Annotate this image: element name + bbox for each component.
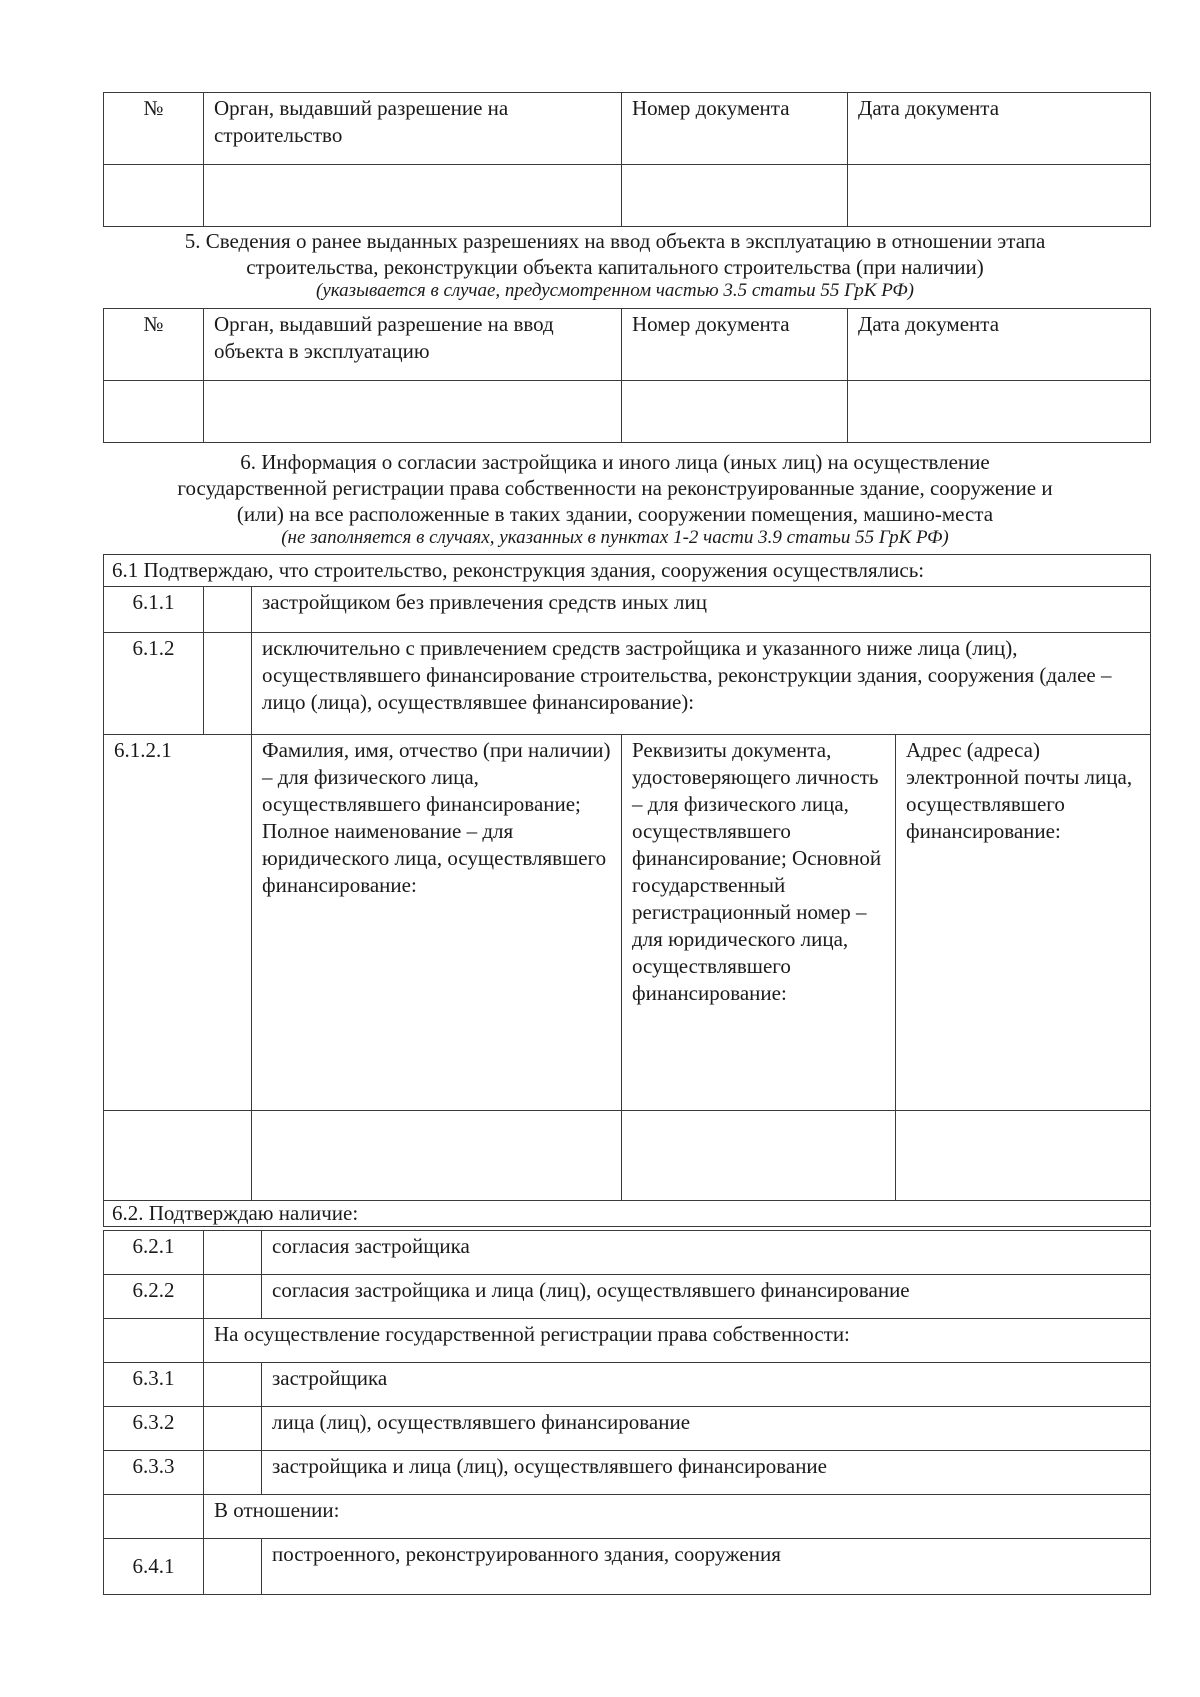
- row-6-1-1-text: застройщиком без привлечения средств иных лиц: [252, 587, 1151, 633]
- section-6-title-line-1: 6. Информация о согласии застройщика и иного лица (иных лиц) на осуществление: [240, 450, 990, 474]
- header-issuing-authority: Орган, выдавший разрешение на строительство: [204, 93, 622, 165]
- row-6-1-2-1-col-email: Адрес (адреса) электронной почты лица, осуществлявшего финансирование:: [896, 735, 1151, 1111]
- cell-financier-email-input[interactable]: [896, 1111, 1151, 1201]
- section-6-4-header: В отношении:: [204, 1495, 1151, 1539]
- row-6-3-3-number: 6.3.3: [104, 1451, 204, 1495]
- header-document-number: Номер документа: [622, 309, 848, 381]
- section-6-2-to-6-4-table: [103, 1230, 1151, 1595]
- cell-issuing-authority-input[interactable]: [204, 165, 622, 227]
- row-6-4-1-number: 6.4.1: [104, 1539, 204, 1595]
- section-6-title-line-2: государственной регистрации права собственности на реконструированные здание, сооружение и: [177, 476, 1053, 500]
- row-6-3-3-text: застройщика и лица (лиц), осуществлявшего финансирование: [262, 1451, 1151, 1495]
- cell-financier-name-input[interactable]: [252, 1111, 622, 1201]
- row-6-3-2-text: лица (лиц), осуществлявшего финансирование: [262, 1407, 1151, 1451]
- row-6-1-1-checkbox[interactable]: [204, 587, 252, 633]
- header-issuing-authority: Орган, выдавший разрешение на ввод объекта в эксплуатацию: [204, 309, 622, 381]
- cell-financier-document-input[interactable]: [622, 1111, 896, 1201]
- section-6-heading: [60, 449, 1170, 549]
- header-number: №: [104, 309, 204, 381]
- row-6-1-2-1-blank: [104, 1111, 252, 1201]
- section-6-2-header: 6.2. Подтверждаю наличие:: [104, 1201, 1151, 1227]
- section-6-1-header: 6.1 Подтверждаю, что строительство, реконструкция здания, сооружения осуществлялись:: [104, 555, 1151, 587]
- row-6-2-2-number: 6.2.2: [104, 1275, 204, 1319]
- section-5-heading: [60, 228, 1170, 302]
- header-document-date: Дата документа: [848, 309, 1151, 381]
- row-6-2-1-text: согласия застройщика: [262, 1231, 1151, 1275]
- cell-document-number-input[interactable]: [622, 165, 848, 227]
- header-number: №: [104, 93, 204, 165]
- row-6-4-1-text: построенного, реконструированного здания, сооружения: [262, 1539, 1151, 1595]
- section-6-title-line-3: (или) на все расположенные в таких здании, сооружении помещения, машино-места: [236, 502, 994, 526]
- section-5-note: (указывается в случае, предусмотренном частью 3.5 статьи 55 ГрК РФ): [316, 280, 914, 301]
- section-5-title-line-1: 5. Сведения о ранее выданных разрешениях на ввод объекта в эксплуатацию в отношении этапа: [184, 229, 1046, 253]
- row-6-3-3-checkbox[interactable]: [204, 1451, 262, 1495]
- row-6-2-1-checkbox[interactable]: [204, 1231, 262, 1275]
- header-document-number: Номер документа: [622, 93, 848, 165]
- section-6-note: (не заполняется в случаях, указанных в пунктах 1-2 части 3.9 статьи 55 ГрК РФ): [281, 527, 949, 548]
- section-6-3-header: На осуществление государственной регистрации права собственности:: [204, 1319, 1151, 1363]
- cell-number-input[interactable]: [104, 165, 204, 227]
- row-6-2-1-number: 6.2.1: [104, 1231, 204, 1275]
- row-6-1-1-number: 6.1.1: [104, 587, 204, 633]
- cell-issuing-authority-input[interactable]: [204, 381, 622, 443]
- row-6-2-2-checkbox[interactable]: [204, 1275, 262, 1319]
- row-6-4-blank: [104, 1495, 204, 1539]
- row-6-3-2-number: 6.3.2: [104, 1407, 204, 1451]
- row-6-3-1-number: 6.3.1: [104, 1363, 204, 1407]
- row-6-2-2-text: согласия застройщика и лица (лиц), осуществлявшего финансирование: [262, 1275, 1151, 1319]
- cell-document-date-input[interactable]: [848, 381, 1151, 443]
- commissioning-permit-table: [103, 308, 1151, 443]
- row-6-3-blank: [104, 1319, 204, 1363]
- row-6-1-2-checkbox[interactable]: [204, 633, 252, 735]
- construction-permit-table: [103, 92, 1151, 227]
- section-5-title-line-2: строительства, реконструкции объекта капитального строительства (при наличии): [246, 255, 984, 279]
- cell-number-input[interactable]: [104, 381, 204, 443]
- row-6-1-2-1-number: 6.1.2.1: [104, 735, 252, 1111]
- cell-document-number-input[interactable]: [622, 381, 848, 443]
- row-6-1-2-number: 6.1.2: [104, 633, 204, 735]
- cell-document-date-input[interactable]: [848, 165, 1151, 227]
- row-6-1-2-1-col-document: Реквизиты документа, удостоверяющего личность – для физического лица, осуществлявшего финансирование; Основной государственный регистрационный номер – для юридического лица, осуществлявшего финансирование:: [622, 735, 896, 1111]
- header-document-date: Дата документа: [848, 93, 1151, 165]
- row-6-1-2-text: исключительно с привлечением средств застройщика и указанного ниже лица (лиц), осуществлявшего финансирование строительства, реконструкции здания, сооружения (далее – лицо (лица), осуществлявшее финансирование):: [252, 633, 1151, 735]
- row-6-3-1-checkbox[interactable]: [204, 1363, 262, 1407]
- row-6-3-2-checkbox[interactable]: [204, 1407, 262, 1451]
- row-6-1-2-1-col-name: Фамилия, имя, отчество (при наличии) – для физического лица, осуществлявшего финансирование; Полное наименование – для юридического лица, осуществлявшего финансирование:: [252, 735, 622, 1111]
- row-6-3-1-text: застройщика: [262, 1363, 1151, 1407]
- section-6-1-table: [103, 554, 1151, 1227]
- row-6-4-1-checkbox[interactable]: [204, 1539, 262, 1595]
